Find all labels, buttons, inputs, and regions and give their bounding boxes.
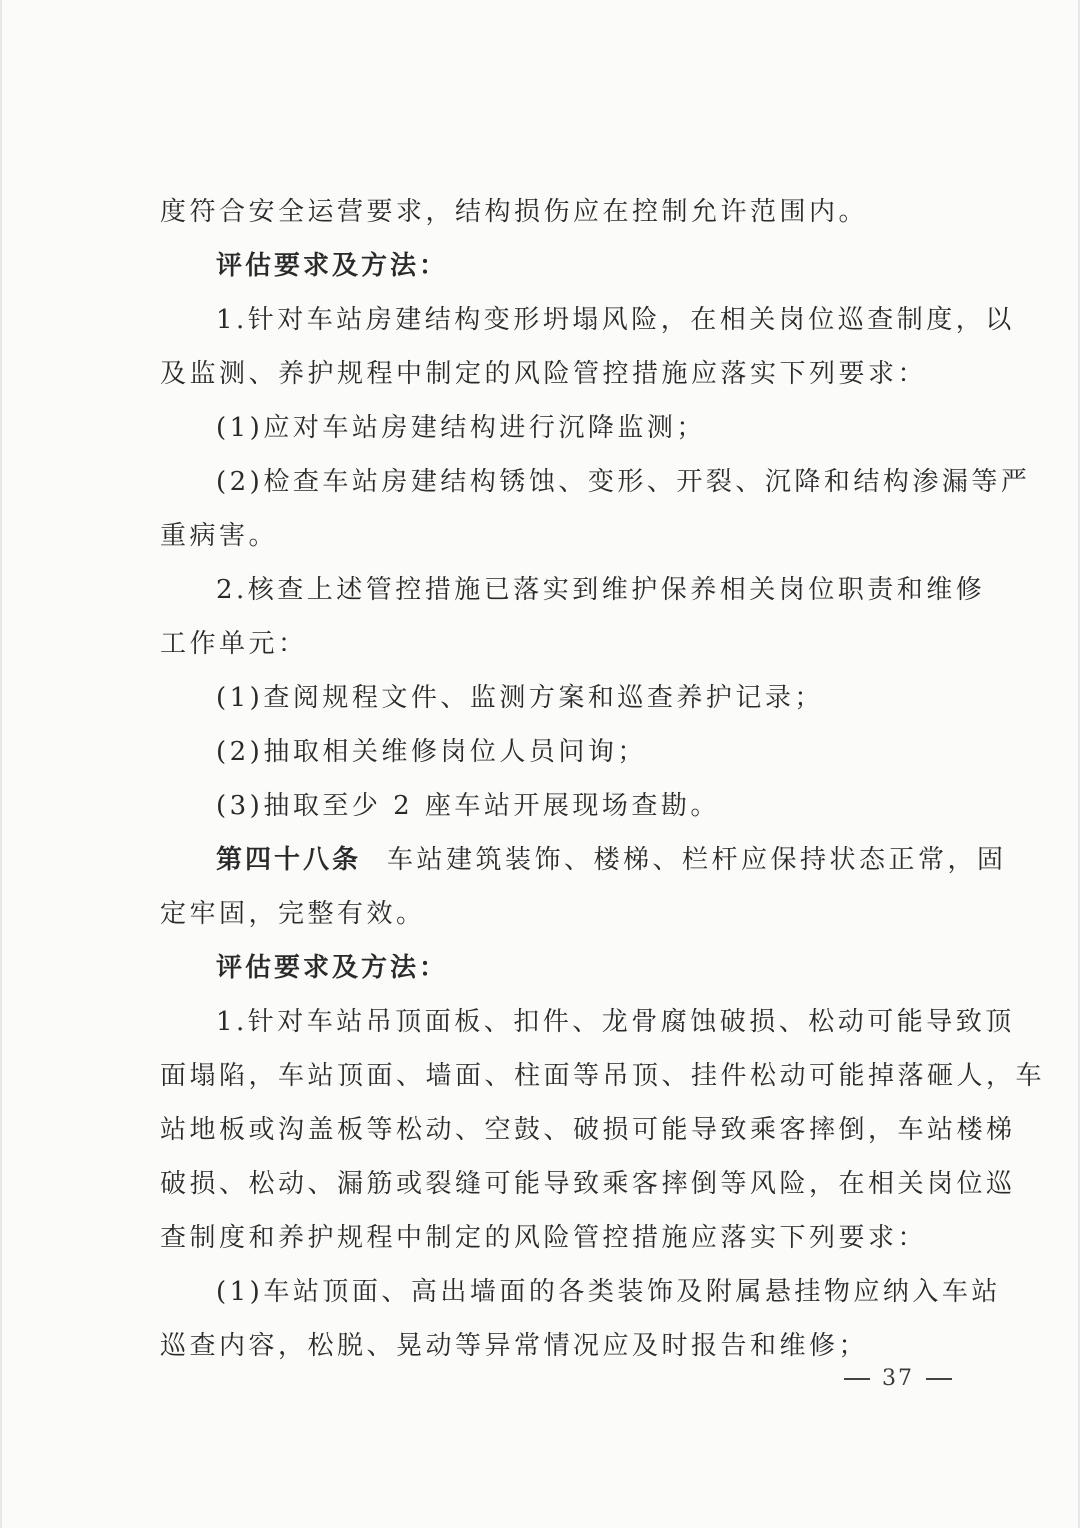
text-line: 2.核查上述管控措施已落实到维护保养相关岗位职责和维修 bbox=[216, 575, 986, 605]
dash-right bbox=[926, 1378, 952, 1380]
section-heading: 评估要求及方法： bbox=[216, 251, 449, 281]
article-heading: 第四十八条 bbox=[216, 845, 362, 875]
list-item: (2)抽取相关维修岗位人员问询； bbox=[216, 737, 647, 767]
text-line: 查制度和养护规程中制定的风险管控措施应落实下列要求： bbox=[160, 1223, 928, 1253]
list-item: (1)车站顶面、高出墙面的各类装饰及附属悬挂物应纳入车站 bbox=[216, 1277, 1001, 1307]
list-item: (3)抽取至少 2 座车站开展现场查勘。 bbox=[216, 791, 720, 821]
list-item: (2)检查车站房建结构锈蚀、变形、开裂、沉降和结构渗漏等严 bbox=[216, 467, 1031, 497]
list-item: (1)查阅规程文件、监测方案和巡查养护记录； bbox=[216, 683, 824, 713]
list-item: (1)应对车站房建结构进行沉降监测； bbox=[216, 413, 706, 443]
text-line: 破损、松动、漏筋或裂缝可能导致乘客摔倒等风险，在相关岗位巡 bbox=[160, 1169, 1016, 1199]
text-line: 1.针对车站吊顶面板、扣件、龙骨腐蚀破损、松动可能导致顶 bbox=[216, 1007, 1015, 1037]
text-line: 及监测、养护规程中制定的风险管控措施应落实下列要求： bbox=[160, 359, 928, 389]
section-heading: 评估要求及方法： bbox=[216, 953, 449, 983]
dash-left bbox=[844, 1378, 870, 1380]
text-line: 定牢固，完整有效。 bbox=[160, 899, 426, 929]
page-number-value: 37 bbox=[882, 1366, 914, 1391]
text-line: 面塌陷，车站顶面、墙面、柱面等吊顶、挂件松动可能掉落砸人，车 bbox=[160, 1061, 1046, 1091]
text-line: 工作单元： bbox=[160, 629, 308, 659]
text-line: 巡查内容，松脱、晃动等异常情况应及时报告和维修； bbox=[160, 1331, 869, 1361]
text-line: 站地板或沟盖板等松动、空鼓、破损可能导致乘客摔倒，车站楼梯 bbox=[160, 1115, 1016, 1145]
text-line: 1.针对车站房建结构变形坍塌风险，在相关岗位巡查制度，以 bbox=[216, 305, 1015, 335]
text-line: 重病害。 bbox=[160, 521, 279, 551]
page-number bbox=[832, 1366, 964, 1391]
article-line bbox=[160, 833, 1007, 887]
body-text bbox=[160, 185, 1046, 1373]
text-line: 度符合安全运营要求，结构损伤应在控制允许范围内。 bbox=[160, 197, 869, 227]
article-text: 车站建筑装饰、楼梯、栏杆应保持状态正常，固 bbox=[387, 845, 1007, 875]
